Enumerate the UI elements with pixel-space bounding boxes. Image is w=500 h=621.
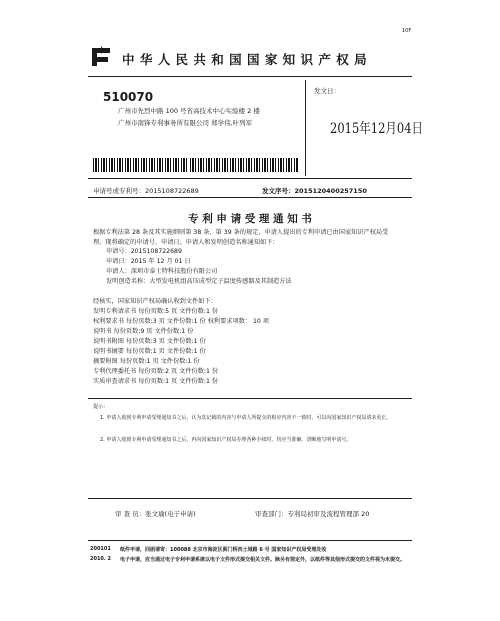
send-date-label: 发文日：	[314, 87, 340, 95]
signoff-top-divider	[88, 498, 412, 499]
note-item: 1. 申请人收到专利申请受理通知书之后，认为其记载的内容与申请人所提交的相应内容不一致时，可以向国家知识产权局请求更正。	[100, 415, 392, 421]
doc-item: 说明书摘要 每份页数:1 页 文件份数:1 份	[93, 348, 206, 355]
notes-label: 提示：	[93, 404, 109, 410]
postcode: 510070	[103, 90, 154, 104]
footer-electronic-note: 电子申请，应当通过电子专利申请系统以电子文件形式提交相关文件。除另有规定外，以纸件等其他形式提交的文件视为未提交。	[120, 557, 406, 563]
cnipa-logo-icon	[88, 44, 114, 70]
footer-paper-note: 纸件申请，回函请寄：100088 北京市海淀区蓟门桥西土城路 6 号 国家知识产权局受理处收	[120, 547, 327, 553]
doc-item: 说明书 每份页数:9 页 文件份数:1 份	[93, 328, 194, 335]
document-serial: 发文序号：2015120400257150	[262, 187, 367, 195]
doc-item: 摘要附图 每份页数:1 页 文件份数:1 份	[93, 358, 200, 365]
doc-item: 说明书附图 每份页数:3 页 文件份数:1 份	[93, 338, 206, 345]
office-name: 中 华 人 民 共 和 国 国 家 知 识 产 权 局	[122, 52, 368, 67]
notes-top-divider	[88, 398, 412, 399]
footer-top-divider	[88, 540, 412, 541]
docs-intro: 经核实，国家知识产权局确认收到文件如下：	[93, 298, 217, 305]
agency: 广州市南锋专利事务所有限公司 郑学伟,叶列军	[118, 119, 253, 127]
note-item: 2. 申请人收到专利申请受理通知书之后，再向国家知识产权局办理各种手续时，均应当准确、清晰地写明申请号。	[100, 437, 352, 443]
body-intro: 根据专利法第 28 条及其实施细则第 38 条、第 39 条的规定，申请人提出的专利申请已由国家知识产权局受理。现将确定的申请号、申请日、申请人和发明创造名称通知如下：	[93, 229, 389, 246]
vertical-divider	[305, 80, 306, 176]
send-date-handwritten: 2015年12月04日	[330, 119, 424, 137]
notice-title: 专 利 申 请 受 理 通 知 书	[188, 213, 312, 225]
barcode-right	[190, 158, 298, 172]
ids-top-divider	[88, 178, 412, 179]
address: 广州市先烈中路 100 号省高技术中心实验楼 2 楼	[118, 107, 260, 115]
body-invention: 发明创造名称：大型发电机组高压成型定子温度传感器及其制造方法	[106, 278, 292, 285]
header-divider	[88, 76, 412, 77]
page-number: 10F	[402, 28, 412, 34]
ids-bottom-divider	[88, 197, 412, 198]
form-code: 200101	[90, 546, 111, 552]
barcode-left	[93, 158, 189, 172]
body-app-no: 申请号：2015108722689	[106, 248, 182, 255]
body-applicant: 申请人：深圳市泰士特科技股份有限公司	[106, 268, 218, 275]
body-app-date: 申请日：2015 年 12 月 01 日	[106, 258, 191, 265]
examination-dept: 审查部门：专利局初审及流程管理部 20	[255, 510, 370, 518]
examiner: 审 查 员：张文瑜(电子申请)	[115, 510, 196, 518]
doc-item: 发明专利请求书 每份页数:5 页 文件份数:1 份	[93, 308, 219, 315]
application-number: 申请号或专利号：2015108722689	[93, 187, 199, 195]
doc-item: 专利代理委托书 每份页数:2 页 文件份数:1 份	[93, 368, 219, 375]
form-version: 2010. 2	[90, 556, 112, 562]
doc-item: 实质审查请求书 每份页数:1 页 文件份数:1 份	[93, 378, 219, 385]
doc-item: 权利要求书 每份页数:3 页 文件份数:1 份 权利要求项数： 10 项	[93, 318, 269, 325]
